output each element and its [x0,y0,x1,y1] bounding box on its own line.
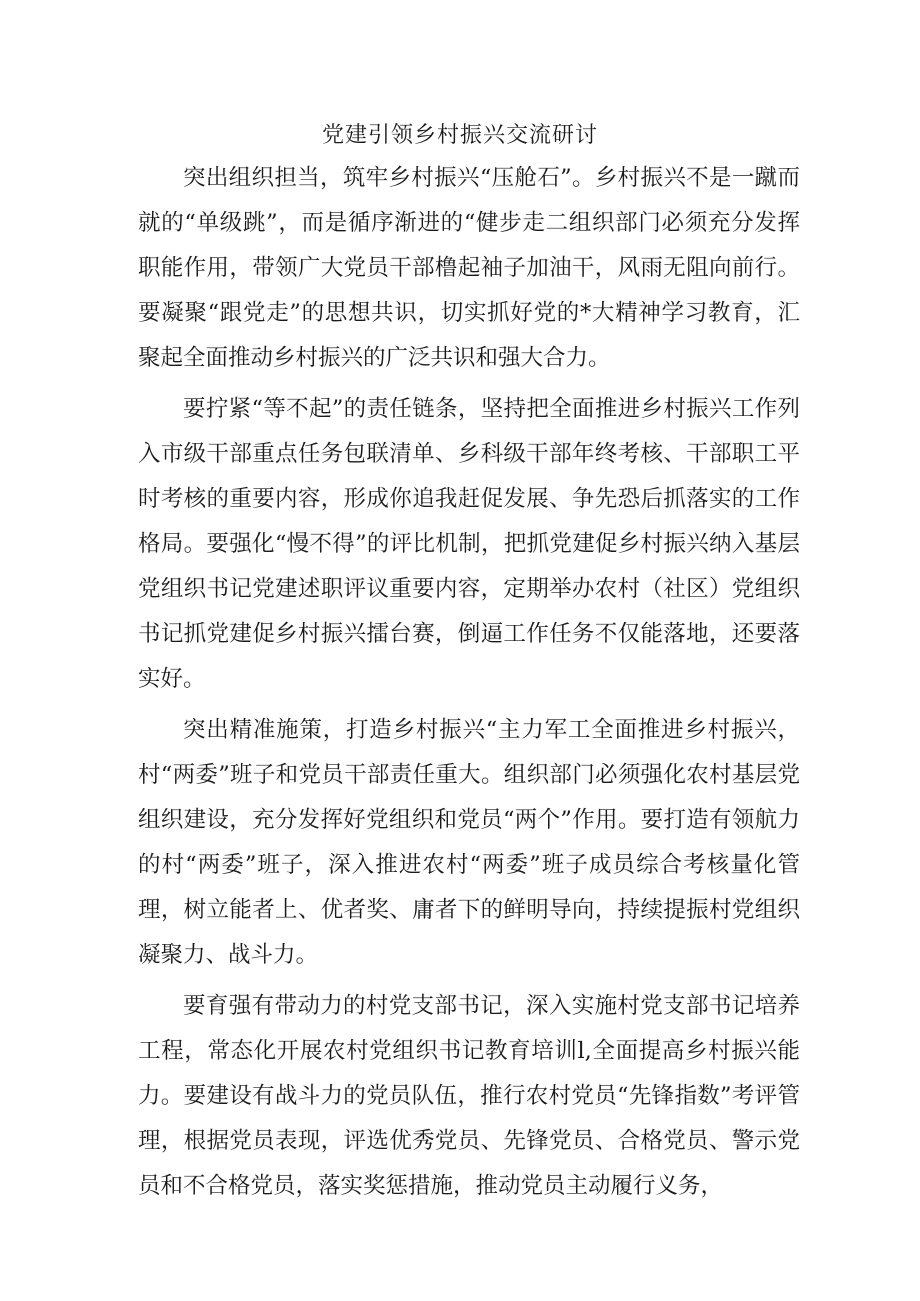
document-body [138,156,800,1215]
paragraph: 要拧紧“等不起”的责任链条，坚持把全面推进乡村振兴工作列入市级干部重点任务包联清单、乡科级干部年终考核、干部职工平时考核的重要内容，形成你追我赶促发展、争先恐后抓落实的工作格局。要强化“慢不得”的评比机制，把抓党建促乡村振兴纳入基层党组织书记党建述职评议重要内容，定期举办农村（社区）党组织书记抓党建促乡村振兴擂台赛，倒逼工作任务不仅能落地，还要落实好。 [138,396,800,692]
paragraph: 突出组织担当，筑牢乡村振兴“压舱石”。乡村振兴不是一蹴而就的“单级跳”，而是循序渐进的“健步走二组织部门必须充分发挥职能作用，带领广大党员干部橹起袖子加油干，风雨无阻向前行。要凝聚“跟党走”的思想共识，切实抓好党的*大精神学习教育，汇聚起全面推动乡村振兴的广泛共识和强大合力。 [138,165,800,371]
paragraph: 突出精准施策，打造乡村振兴“主力军工全面推进乡村振兴，村“两委”班子和党员干部责任重大。组织部门必须强化农村基层党组织建设，充分发挥好党组织和党员“两个”作用。要打造有领航力的村“两委”班子，深入推进农村“两委”班子成员综合考核量化管理，树立能者上、优者奖、庸者下的鲜明导向，持续提振村党组织凝聚力、战斗力。 [138,717,800,968]
document-title: 党建引领乡村振兴交流研讨 [321,123,598,148]
paragraph: 要育强有带动力的村党支部书记，深入实施村党支部书记培养工程，常态化开展农村党组织书记教育培训l,全面提高乡村振兴能力。要建设有战斗力的党员队伍，推行农村党员“先锋指数”考评管理，根据党员表现，评选优秀党员、先锋党员、合格党员、警示党员和不合格党员，落实奖惩措施，推动党员主动履行义务， [138,993,800,1199]
